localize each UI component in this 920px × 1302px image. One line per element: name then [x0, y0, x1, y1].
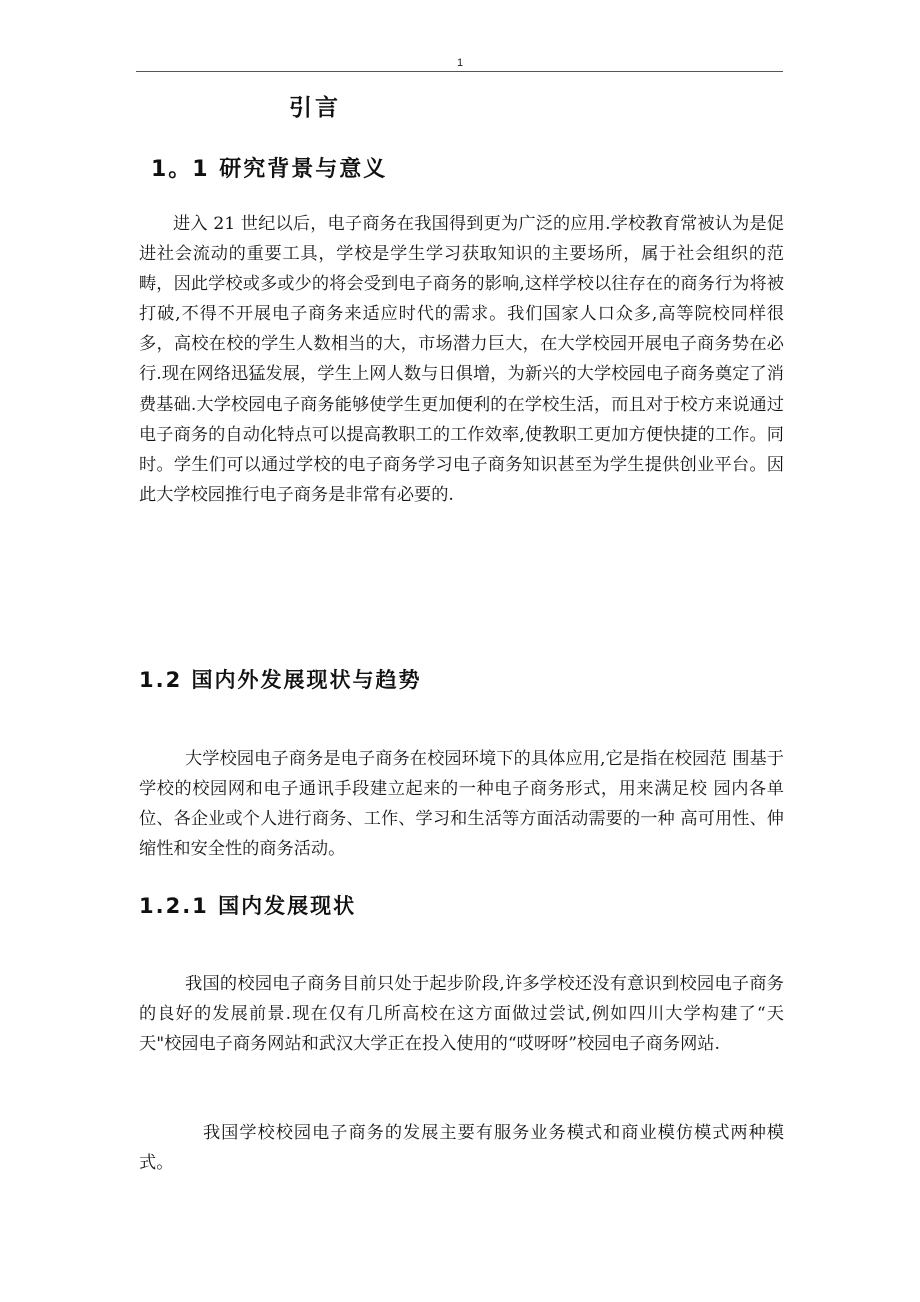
- section-1-1-heading: 1。1 研究背景与意义: [151, 157, 388, 182]
- header-rule: [136, 71, 783, 72]
- page-number: 1: [456, 57, 464, 69]
- section-1-2-1-paragraph-1: 我国的校园电子商务目前只处于起步阶段,许多学校还没有意识到校园电子商务的良好的发展前景.现在仅有几所高校在这方面做过尝试,例如四川大学构建了“天天"校园电子商务网站和武汉大学正在投入使用的“哎呀呀”校园电子商务网站.: [139, 974, 784, 1055]
- intro-title: 引言: [289, 95, 341, 121]
- section-1-2-paragraph: 大学校园电子商务是电子商务在校园环境下的具体应用,它是指在校园范 围基于学校的校园网和电子通讯手段建立起来的一种电子商务形式，用来满足校 园内各单位、各企业或个人进行商务、工作、学习和生活等方面活动需要的一种 高可用性、伸缩性和安全性的商务活动。: [139, 749, 784, 860]
- section-1-2-heading: 1.2 国内外发展现状与趋势: [139, 668, 422, 692]
- section-1-2-1-paragraph-2: 我国学校校园电子商务的发展主要有服务业务模式和商业模仿模式两种模式。: [139, 1123, 784, 1174]
- section-1-2-1-heading: 1.2.1 国内发展现状: [139, 894, 357, 918]
- section-1-1-paragraph: 进入 21 世纪以后，电子商务在我国得到更为广泛的应用.学校教育常被认为是促进社会流动的重要工具，学校是学生学习获取知识的主要场所，属于社会组织的范畴，因此学校或多或少的将会受到电子商务的影响,这样学校以往存在的商务行为将被打破,不得不开展电子商务来适应时代的需求。我们国家人口众多,高等院校同样很多，高校在校的学生人数相当的大，市场潜力巨大，在大学校园开展电子商务势在必行.现在网络迅猛发展，学生上网人数与日俱增，为新兴的大学校园电子商务奠定了消费基础.大学校园电子商务能够使学生更加便利的在学校生活，而且对于校方来说通过电子商务的自动化特点可以提高教职工的工作效率,使教职工更加方便快捷的工作。同时。学生们可以通过学校的电子商务学习电子商务知识甚至为学生提供创业平台。因此大学校园推行电子商务是非常有必要的.: [139, 214, 784, 505]
